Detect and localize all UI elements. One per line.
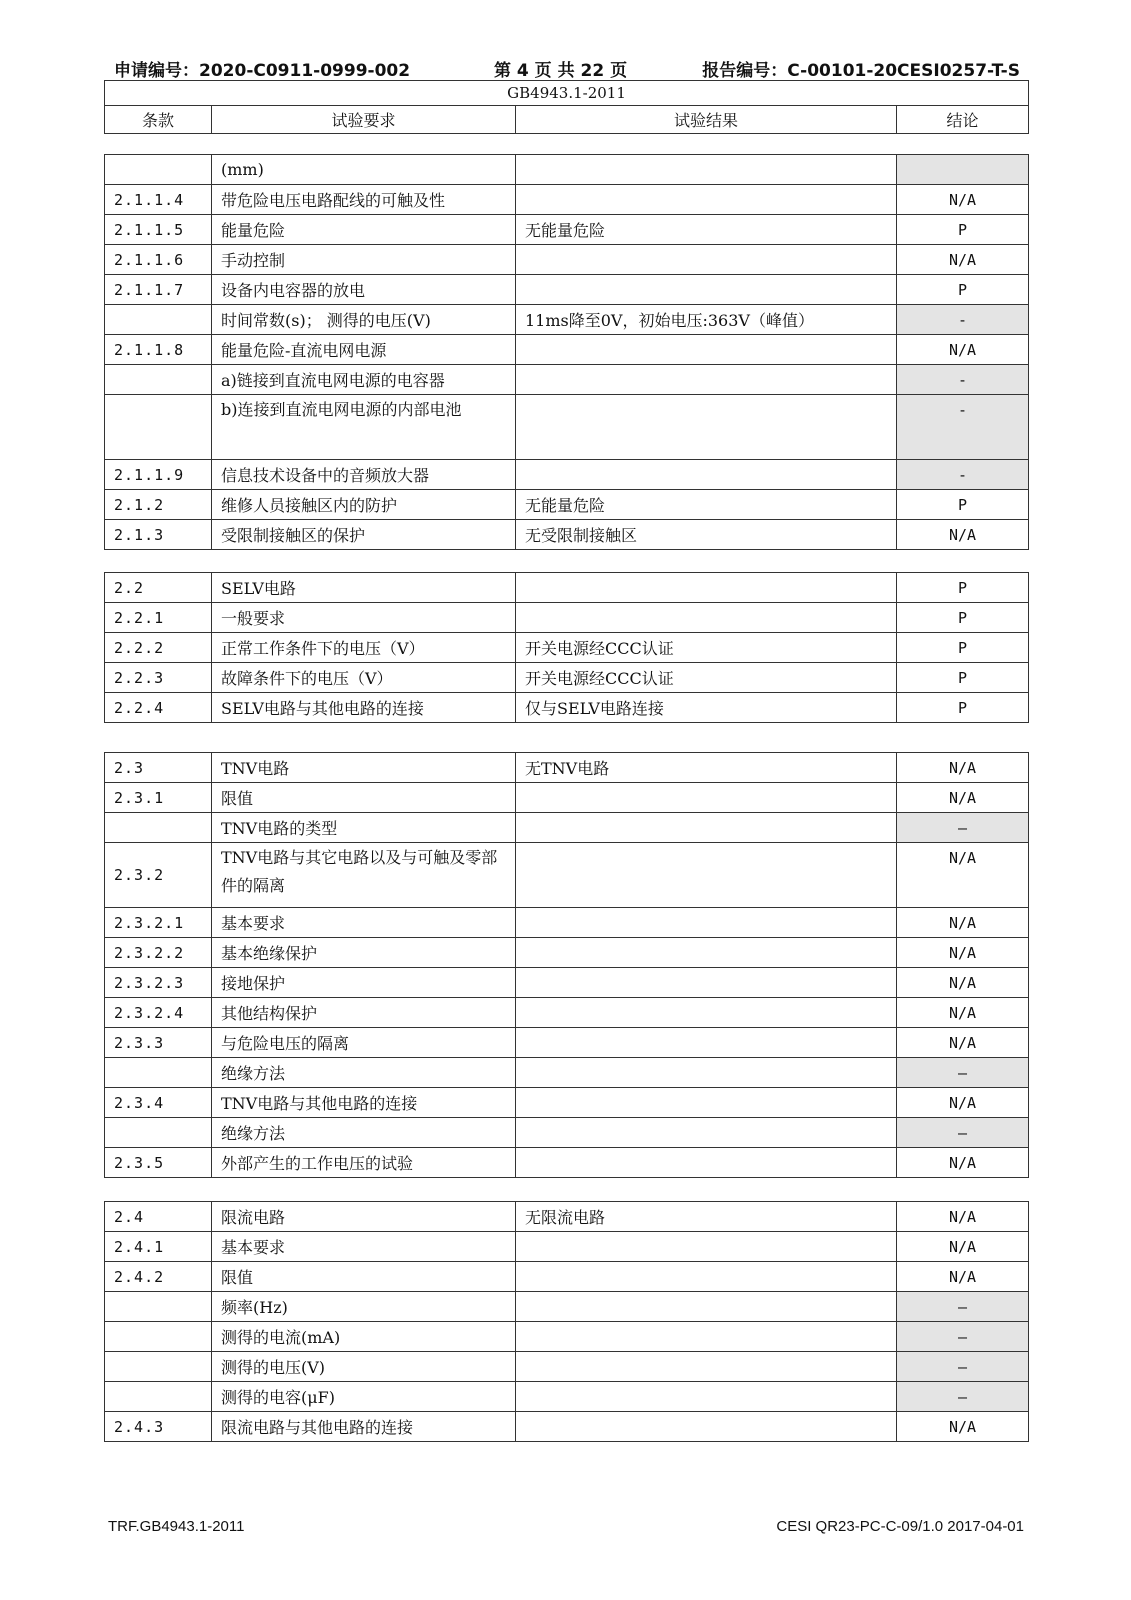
- table-row: [105, 1202, 1029, 1232]
- requirement-cell: 接地保护: [212, 968, 516, 998]
- verdict-cell: —: [897, 1322, 1029, 1352]
- requirement-cell: 与危险电压的隔离: [212, 1028, 516, 1058]
- result-cell: [516, 1232, 897, 1262]
- verdict-cell: -: [897, 365, 1029, 395]
- result-cell: [516, 155, 897, 185]
- verdict-cell: —: [897, 813, 1029, 843]
- result-cell: [516, 1028, 897, 1058]
- table-row: [105, 395, 1029, 460]
- clause-cell: 2.1.2: [105, 490, 212, 520]
- clause-cell: 2.4.1: [105, 1232, 212, 1262]
- requirement-cell: 信息技术设备中的音频放大器: [212, 460, 516, 490]
- requirement-cell: 限值: [212, 1262, 516, 1292]
- footer-form-id: TRF.GB4943.1-2011: [108, 1518, 245, 1535]
- verdict-cell: N/A: [897, 520, 1029, 550]
- verdict-cell: N/A: [897, 1028, 1029, 1058]
- clause-cell: 2.2.3: [105, 663, 212, 693]
- clause-cell: 2.3.1: [105, 783, 212, 813]
- clause-cell: 2.4.2: [105, 1262, 212, 1292]
- verdict-cell: N/A: [897, 783, 1029, 813]
- verdict-cell: [897, 155, 1029, 185]
- requirement-cell: 测得的电压(V): [212, 1352, 516, 1382]
- result-cell: [516, 1322, 897, 1352]
- clause-table: [104, 572, 1029, 723]
- table-row: [105, 365, 1029, 395]
- verdict-cell: N/A: [897, 938, 1029, 968]
- verdict-cell: P: [897, 215, 1029, 245]
- clause-cell: [105, 1292, 212, 1322]
- verdict-cell: -: [897, 395, 1029, 460]
- table-row: [105, 843, 1029, 908]
- clause-cell: 2.3.2.4: [105, 998, 212, 1028]
- table-row: [105, 460, 1029, 490]
- verdict-cell: N/A: [897, 908, 1029, 938]
- clause-cell: [105, 1322, 212, 1352]
- table-row: [105, 813, 1029, 843]
- verdict-cell: N/A: [897, 335, 1029, 365]
- page-header: [104, 52, 1024, 80]
- requirement-cell: 手动控制: [212, 245, 516, 275]
- result-cell: 仅与SELV电路连接: [516, 693, 897, 723]
- verdict-cell: N/A: [897, 1202, 1029, 1232]
- table-row: [105, 1028, 1029, 1058]
- table-row: [105, 998, 1029, 1028]
- requirement-cell: 测得的电容(μF): [212, 1382, 516, 1412]
- result-cell: [516, 1058, 897, 1088]
- clause-cell: 2.3: [105, 753, 212, 783]
- clause-cell: 2.4.3: [105, 1412, 212, 1442]
- verdict-cell: N/A: [897, 843, 1029, 908]
- table-row: [105, 1148, 1029, 1178]
- column-header-clause: 条款: [105, 106, 212, 134]
- table-row: [105, 1382, 1029, 1412]
- verdict-cell: —: [897, 1292, 1029, 1322]
- requirement-cell: 一般要求: [212, 603, 516, 633]
- table-row: [105, 185, 1029, 215]
- table-row: [105, 633, 1029, 663]
- clause-cell: [105, 813, 212, 843]
- clause-cell: 2.2: [105, 573, 212, 603]
- verdict-cell: N/A: [897, 1088, 1029, 1118]
- table-row: [105, 1292, 1029, 1322]
- table-row: [105, 275, 1029, 305]
- table-row: [105, 1412, 1029, 1442]
- table-row: [105, 663, 1029, 693]
- requirement-cell: SELV电路与其他电路的连接: [212, 693, 516, 723]
- table-row: [105, 1352, 1029, 1382]
- table-row: [105, 1118, 1029, 1148]
- result-cell: [516, 1148, 897, 1178]
- clause-cell: [105, 1352, 212, 1382]
- table-row: [105, 215, 1029, 245]
- verdict-cell: N/A: [897, 1412, 1029, 1442]
- verdict-cell: —: [897, 1118, 1029, 1148]
- requirement-cell: 限流电路与其他电路的连接: [212, 1412, 516, 1442]
- clause-cell: [105, 155, 212, 185]
- table-row: [105, 1058, 1029, 1088]
- result-cell: [516, 813, 897, 843]
- requirement-cell: 正常工作条件下的电压（V）: [212, 633, 516, 663]
- result-cell: [516, 1292, 897, 1322]
- result-cell: [516, 185, 897, 215]
- requirement-cell: 维修人员接触区内的防护: [212, 490, 516, 520]
- result-cell: [516, 1262, 897, 1292]
- clause-cell: [105, 365, 212, 395]
- application-number: 申请编号：2020-C0911-0999-002: [114, 61, 411, 81]
- clause-table: [104, 1201, 1029, 1442]
- table-row: [105, 335, 1029, 365]
- requirement-cell: 限值: [212, 783, 516, 813]
- table-row: [105, 968, 1029, 998]
- result-cell: [516, 938, 897, 968]
- verdict-cell: -: [897, 305, 1029, 335]
- page-footer: [104, 1518, 1028, 1540]
- requirement-cell: 时间常数(s)； 测得的电压(V): [212, 305, 516, 335]
- table-row: [105, 1322, 1029, 1352]
- result-cell: [516, 460, 897, 490]
- result-cell: [516, 908, 897, 938]
- result-cell: [516, 1088, 897, 1118]
- page-indicator: 第 4 页 共 22 页: [494, 61, 628, 81]
- requirement-cell: 绝缘方法: [212, 1118, 516, 1148]
- column-header-requirement: 试验要求: [212, 106, 516, 134]
- requirement-cell: TNV电路: [212, 753, 516, 783]
- clause-cell: 2.1.1.4: [105, 185, 212, 215]
- clause-cell: 2.1.1.8: [105, 335, 212, 365]
- verdict-cell: N/A: [897, 1148, 1029, 1178]
- result-cell: [516, 335, 897, 365]
- requirement-cell: 基本绝缘保护: [212, 938, 516, 968]
- verdict-cell: P: [897, 275, 1029, 305]
- result-cell: [516, 395, 897, 460]
- result-cell: 无能量危险: [516, 215, 897, 245]
- verdict-cell: P: [897, 603, 1029, 633]
- result-cell: 11ms降至0V，初始电压:363V（峰值）: [516, 305, 897, 335]
- result-cell: [516, 275, 897, 305]
- verdict-cell: P: [897, 490, 1029, 520]
- result-cell: 开关电源经CCC认证: [516, 633, 897, 663]
- table-row: [105, 753, 1029, 783]
- result-cell: [516, 968, 897, 998]
- clause-cell: 2.2.2: [105, 633, 212, 663]
- verdict-cell: N/A: [897, 1232, 1029, 1262]
- verdict-cell: P: [897, 573, 1029, 603]
- table-row: [105, 1232, 1029, 1262]
- verdict-cell: N/A: [897, 245, 1029, 275]
- clause-cell: 2.1.1.9: [105, 460, 212, 490]
- clause-cell: 2.1.1.6: [105, 245, 212, 275]
- verdict-cell: P: [897, 663, 1029, 693]
- standard-title: GB4943.1-2011: [105, 81, 1029, 106]
- clause-cell: 2.1.1.7: [105, 275, 212, 305]
- verdict-cell: —: [897, 1058, 1029, 1088]
- requirement-cell: 故障条件下的电压（V）: [212, 663, 516, 693]
- clause-cell: 2.3.4: [105, 1088, 212, 1118]
- result-cell: [516, 998, 897, 1028]
- clause-cell: 2.2.1: [105, 603, 212, 633]
- requirement-cell: TNV电路的类型: [212, 813, 516, 843]
- verdict-cell: —: [897, 1382, 1029, 1412]
- table-row: [105, 783, 1029, 813]
- verdict-cell: -: [897, 460, 1029, 490]
- clause-cell: [105, 1118, 212, 1148]
- clause-cell: 2.1.1.5: [105, 215, 212, 245]
- clause-cell: 2.4: [105, 1202, 212, 1232]
- clause-cell: [105, 1382, 212, 1412]
- table-row: [105, 908, 1029, 938]
- table-row: [105, 305, 1029, 335]
- result-cell: [516, 1118, 897, 1148]
- table-row: [105, 245, 1029, 275]
- requirement-cell: 其他结构保护: [212, 998, 516, 1028]
- clause-cell: [105, 395, 212, 460]
- result-cell: [516, 843, 897, 908]
- table-row: [105, 490, 1029, 520]
- clause-cell: 2.3.2.2: [105, 938, 212, 968]
- result-cell: [516, 1352, 897, 1382]
- result-cell: 无限流电路: [516, 1202, 897, 1232]
- clause-cell: 2.3.2.1: [105, 908, 212, 938]
- requirement-cell: 能量危险: [212, 215, 516, 245]
- clause-cell: 2.2.4: [105, 693, 212, 723]
- result-cell: [516, 573, 897, 603]
- result-cell: [516, 365, 897, 395]
- clause-cell: [105, 1058, 212, 1088]
- verdict-cell: —: [897, 1352, 1029, 1382]
- clause-cell: 2.3.2.3: [105, 968, 212, 998]
- result-cell: [516, 1412, 897, 1442]
- table-row: [105, 938, 1029, 968]
- verdict-cell: P: [897, 633, 1029, 663]
- verdict-cell: P: [897, 693, 1029, 723]
- requirement-cell: 绝缘方法: [212, 1058, 516, 1088]
- table-row: [105, 1088, 1029, 1118]
- report-number: 报告编号：C-00101-20CESI0257-T-S: [702, 61, 1020, 81]
- verdict-cell: N/A: [897, 185, 1029, 215]
- requirement-cell: SELV电路: [212, 573, 516, 603]
- requirement-cell: TNV电路与其它电路以及与可触及零部件的隔离: [212, 843, 516, 908]
- clause-cell: 2.1.3: [105, 520, 212, 550]
- requirement-cell: (mm): [212, 155, 516, 185]
- requirement-cell: TNV电路与其他电路的连接: [212, 1088, 516, 1118]
- requirement-cell: 频率(Hz): [212, 1292, 516, 1322]
- requirement-cell: 能量危险-直流电网电源: [212, 335, 516, 365]
- clause-cell: 2.3.2: [105, 843, 212, 908]
- table-row: [105, 1262, 1029, 1292]
- verdict-cell: N/A: [897, 998, 1029, 1028]
- clause-cell: [105, 305, 212, 335]
- requirement-cell: 带危险电压电路配线的可触及性: [212, 185, 516, 215]
- verdict-cell: N/A: [897, 1262, 1029, 1292]
- column-header-verdict: 结论: [897, 106, 1029, 134]
- verdict-cell: N/A: [897, 968, 1029, 998]
- requirement-cell: 基本要求: [212, 1232, 516, 1262]
- result-cell: [516, 1382, 897, 1412]
- result-cell: [516, 245, 897, 275]
- result-cell: 无能量危险: [516, 490, 897, 520]
- requirement-cell: 测得的电流(mA): [212, 1322, 516, 1352]
- clause-table: [104, 154, 1029, 550]
- footer-revision: CESI QR23-PC-C-09/1.0 2017-04-01: [776, 1518, 1024, 1535]
- result-cell: 开关电源经CCC认证: [516, 663, 897, 693]
- requirement-cell: 基本要求: [212, 908, 516, 938]
- table-row: [105, 520, 1029, 550]
- requirement-cell: 限流电路: [212, 1202, 516, 1232]
- table-row: [105, 155, 1029, 185]
- standard-header-table: [104, 80, 1029, 134]
- result-cell: 无TNV电路: [516, 753, 897, 783]
- table-row: [105, 573, 1029, 603]
- requirement-cell: b)连接到直流电网电源的内部电池: [212, 395, 516, 460]
- result-cell: 无受限制接触区: [516, 520, 897, 550]
- column-header-result: 试验结果: [516, 106, 897, 134]
- result-cell: [516, 603, 897, 633]
- clause-cell: 2.3.5: [105, 1148, 212, 1178]
- verdict-cell: N/A: [897, 753, 1029, 783]
- requirement-cell: 设备内电容器的放电: [212, 275, 516, 305]
- table-row: [105, 603, 1029, 633]
- result-cell: [516, 783, 897, 813]
- clause-table: [104, 752, 1029, 1178]
- requirement-cell: a)链接到直流电网电源的电容器: [212, 365, 516, 395]
- requirement-cell: 外部产生的工作电压的试验: [212, 1148, 516, 1178]
- clause-cell: 2.3.3: [105, 1028, 212, 1058]
- requirement-cell: 受限制接触区的保护: [212, 520, 516, 550]
- table-row: [105, 693, 1029, 723]
